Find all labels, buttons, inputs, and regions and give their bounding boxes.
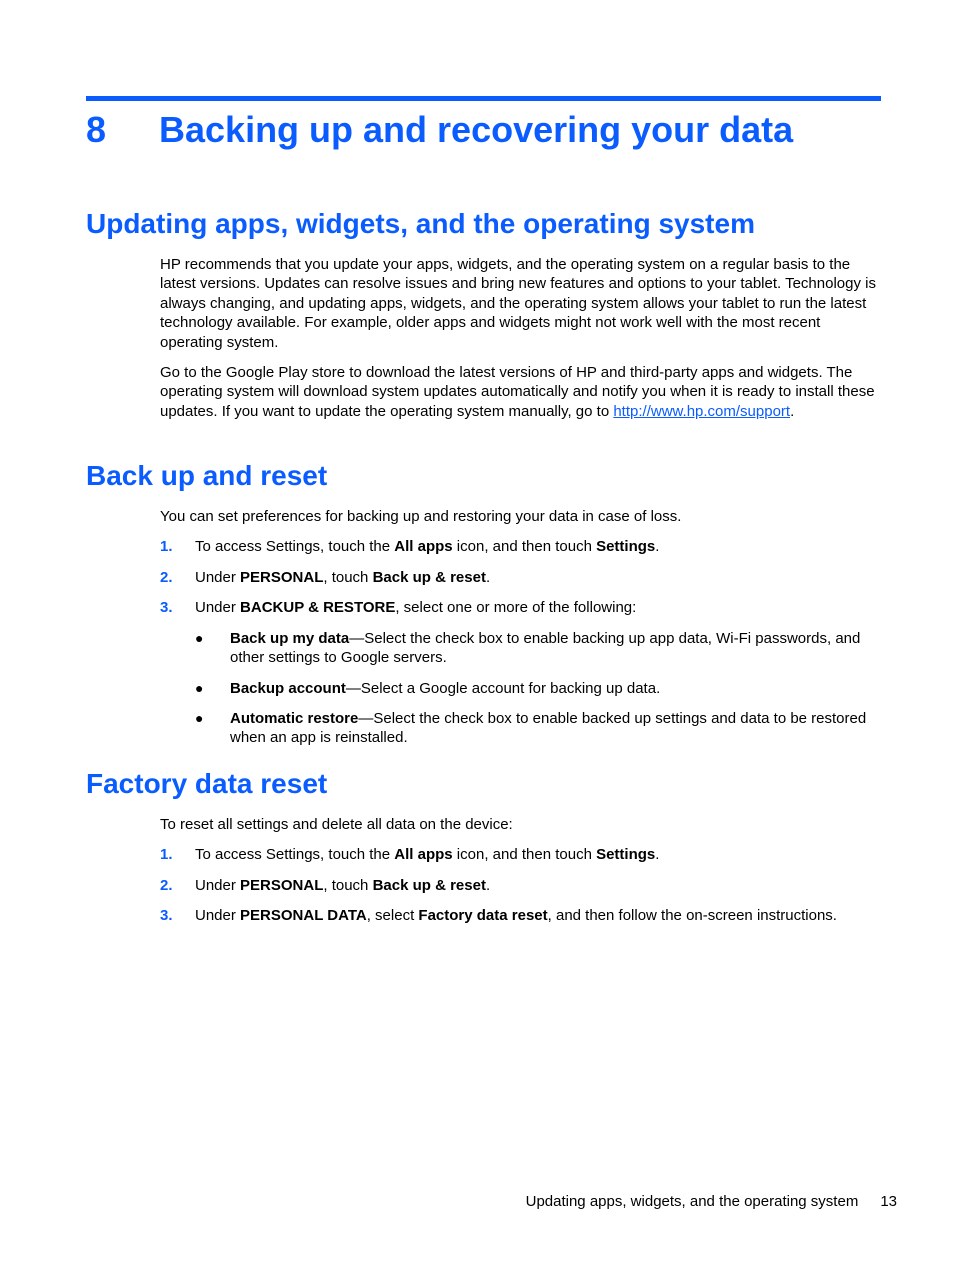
chapter-title: Backing up and recovering your data <box>159 109 794 150</box>
chapter-rule <box>86 96 881 101</box>
updating-paragraph-2-end: . <box>790 402 795 420</box>
step-text: To access Settings, touch the All apps icon, and then touch Settings. <box>195 846 660 863</box>
section-title-backup: Back up and reset <box>86 460 328 491</box>
hp-support-link[interactable]: http://www.hp.com/support <box>613 402 791 420</box>
bullet-text: Backup account—Select a Google account for backing up data. <box>230 680 661 697</box>
step-number: 1. <box>160 846 173 863</box>
step-text: Under PERSONAL, touch Back up & reset. <box>195 877 491 894</box>
backup-option-backup-account <box>195 679 882 698</box>
bullet-icon: ● <box>195 710 204 726</box>
step-text: Under BACKUP & RESTORE, select one or more of the following: <box>195 599 637 616</box>
step-text: To access Settings, touch the All apps icon, and then touch Settings. <box>195 538 660 555</box>
backup-step-2 <box>160 568 882 587</box>
section-title-updating: Updating apps, widgets, and the operating system <box>86 208 755 239</box>
backup-option-back-up-my-data <box>195 629 882 668</box>
step-number: 1. <box>160 538 173 555</box>
bullet-icon: ● <box>195 680 204 696</box>
section-title-factory: Factory data reset <box>86 768 328 799</box>
factory-step-2 <box>160 876 882 895</box>
page-footer <box>400 1192 897 1211</box>
bullet-text: Automatic restore—Select the check box to enable backed up settings and data to be restored when an app is reinstalled. <box>230 710 867 747</box>
bullet-text: Back up my data—Select the check box to enable backing up app data, Wi-Fi passwords, and other settings to Google servers. <box>230 630 861 667</box>
chapter-number: 8 <box>86 109 107 150</box>
step-text: Under PERSONAL, touch Back up & reset. <box>195 569 491 586</box>
factory-step-3 <box>160 906 882 925</box>
backup-step-3 <box>160 598 882 617</box>
bullet-icon: ● <box>195 630 204 646</box>
backup-step-1 <box>160 537 882 556</box>
updating-paragraph-2-text: Go to the Google Play store to download the latest versions of HP and third-party apps and widgets. The operating system will download system updates automatically and notify you when it is ready to install these updates. If you want to update the operating system manually, go to <box>160 364 875 420</box>
step-number: 3. <box>160 907 173 924</box>
step-text: Under PERSONAL DATA, select Factory data reset, and then follow the on-screen instructions. <box>195 907 837 924</box>
updating-paragraph-2 <box>160 363 882 421</box>
backup-option-automatic-restore <box>195 709 882 748</box>
factory-step-1 <box>160 845 882 864</box>
step-number: 2. <box>160 877 173 894</box>
page-number: 13 <box>880 1193 897 1210</box>
footer-section-title: Updating apps, widgets, and the operating system <box>525 1193 859 1210</box>
backup-intro: You can set preferences for backing up and restoring your data in case of loss. <box>160 508 682 525</box>
chapter-heading <box>86 106 793 154</box>
step-number: 2. <box>160 569 173 586</box>
step-number: 3. <box>160 599 173 616</box>
updating-paragraph-1: HP recommends that you update your apps, widgets, and the operating system on a regular basis to the latest versions. Updates can resolve issues and bring new features and options to your tablet. Technology is always changing, and updating apps, widgets, and the operating system allows your tablet to run the latest technology available. For example, older apps and widgets might not work well with the most recent operating system. <box>160 256 876 351</box>
factory-intro: To reset all settings and delete all data on the device: <box>160 816 513 833</box>
